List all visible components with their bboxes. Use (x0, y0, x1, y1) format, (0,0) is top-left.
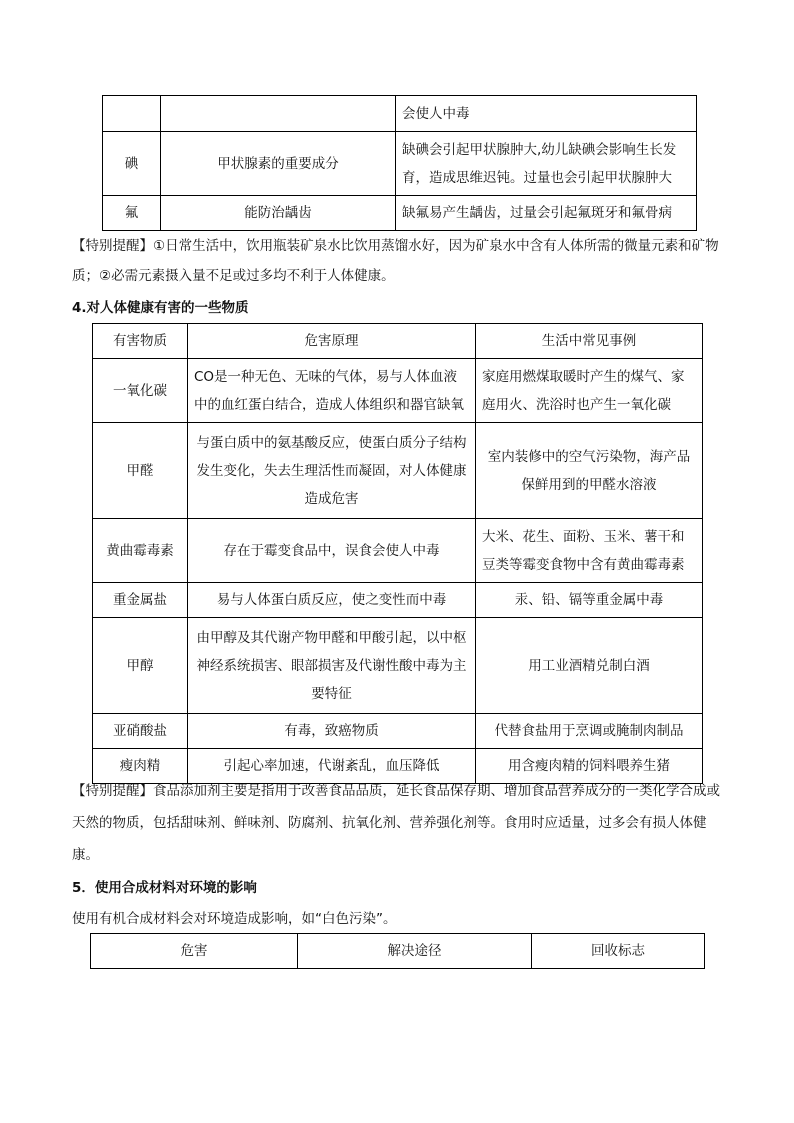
synthetic-materials-table (90, 933, 705, 969)
principle-cell: 易与人体蛋白质反应，使之变性而中毒 (188, 583, 476, 618)
principle-cell: CO是一种无色、无味的气体，易与人体血液中的血红蛋白结合，造成人体组织和器官缺氧 (188, 359, 476, 423)
effect-cell: 缺碘会引起甲状腺肿大,幼儿缺碘会影响生长发育，造成思维迟钝。过量也会引起甲状腺肿大 (396, 132, 697, 196)
header-cell: 有害物质 (93, 324, 188, 359)
substance-cell: 重金属盐 (93, 583, 188, 618)
example-cell: 用工业酒精兑制白酒 (476, 618, 703, 714)
element-cell: 碘 (103, 132, 161, 196)
tip-text: 食品添加剂主要是指用于改善食品品质，延长食品保存期、增加食品营养成分的一类化学合成或天然的物质，包括甜味剂、鲜味剂、防腐剂、抗氧化剂、营养强化剂等。食用时应适量，过多会有损人体健康。 (72, 783, 720, 863)
substance-cell: 瘦肉精 (93, 749, 188, 784)
principle-cell: 引起心率加速，代谢紊乱，血压降低 (188, 749, 476, 784)
header-cell: 回收标志 (532, 934, 705, 969)
substance-cell: 一氧化碳 (93, 359, 188, 423)
example-cell: 室内装修中的空气污染物，海产品保鲜用到的甲醛水溶液 (476, 423, 703, 519)
element-cell: 氟 (103, 196, 161, 231)
table-row (93, 359, 703, 423)
tip-text: ①日常生活中，饮用瓶装矿泉水比饮用蒸馏水好，因为矿泉水中含有人体所需的微量元素和矿物质；②必需元素摄入量不足或过多均不利于人体健康。 (72, 238, 719, 284)
table-row (103, 196, 697, 231)
header-cell: 生活中常见事例 (476, 324, 703, 359)
effect-cell: 缺氟易产生龋齿，过量会引起氟斑牙和氟骨病 (396, 196, 697, 231)
header-cell: 危害原理 (188, 324, 476, 359)
table-header-row (91, 934, 705, 969)
table-row (103, 96, 697, 132)
header-cell: 解决途径 (298, 934, 532, 969)
example-cell: 家庭用燃煤取暖时产生的煤气、家庭用火、洗浴时也产生一氧化碳 (476, 359, 703, 423)
example-cell: 代替食盐用于烹调或腌制肉制品 (476, 714, 703, 749)
table-header-row (93, 324, 703, 359)
substance-cell: 黄曲霉毒素 (93, 519, 188, 583)
principle-cell: 有毒，致癌物质 (188, 714, 476, 749)
section-5-intro: 使用有机合成材料会对环境造成影响，如“白色污染”。 (72, 911, 397, 927)
special-tip-1 (72, 231, 726, 291)
effect-cell: 会使人中毒 (396, 96, 697, 132)
harmful-substances-table (92, 323, 703, 784)
special-tip-2 (72, 775, 726, 871)
table-row (93, 583, 703, 618)
table-row (93, 618, 703, 714)
function-cell: 能防治龋齿 (161, 196, 396, 231)
element-cell (103, 96, 161, 132)
substance-cell: 甲醛 (93, 423, 188, 519)
table-row (103, 132, 697, 196)
function-cell (161, 96, 396, 132)
table-row (93, 714, 703, 749)
section-5-title: 5．使用合成材料对环境的影响 (72, 880, 257, 896)
trace-element-table (102, 95, 697, 231)
table-row (93, 423, 703, 519)
tip-label: 【特别提醒】 (72, 238, 153, 254)
header-cell: 危害 (91, 934, 298, 969)
substance-cell: 亚硝酸盐 (93, 714, 188, 749)
principle-cell: 与蛋白质中的氨基酸反应，使蛋白质分子结构发生变化，失去生理活性而凝固，对人体健康造成危害 (188, 423, 476, 519)
example-cell: 大米、花生、面粉、玉米、薯干和豆类等霉变食物中含有黄曲霉毒素 (476, 519, 703, 583)
example-cell: 汞、铅、镉等重金属中毒 (476, 583, 703, 618)
example-cell: 用含瘦肉精的饲料喂养生猪 (476, 749, 703, 784)
principle-cell: 由甲醇及其代谢产物甲醛和甲酸引起，以中枢神经系统损害、眼部损害及代谢性酸中毒为主要特征 (188, 618, 476, 714)
section-4-title: 4.对人体健康有害的一些物质 (72, 300, 249, 316)
table-row (93, 519, 703, 583)
function-cell: 甲状腺素的重要成分 (161, 132, 396, 196)
principle-cell: 存在于霉变食品中，误食会使人中毒 (188, 519, 476, 583)
tip-label: 【特别提醒】 (72, 783, 153, 799)
substance-cell: 甲醇 (93, 618, 188, 714)
